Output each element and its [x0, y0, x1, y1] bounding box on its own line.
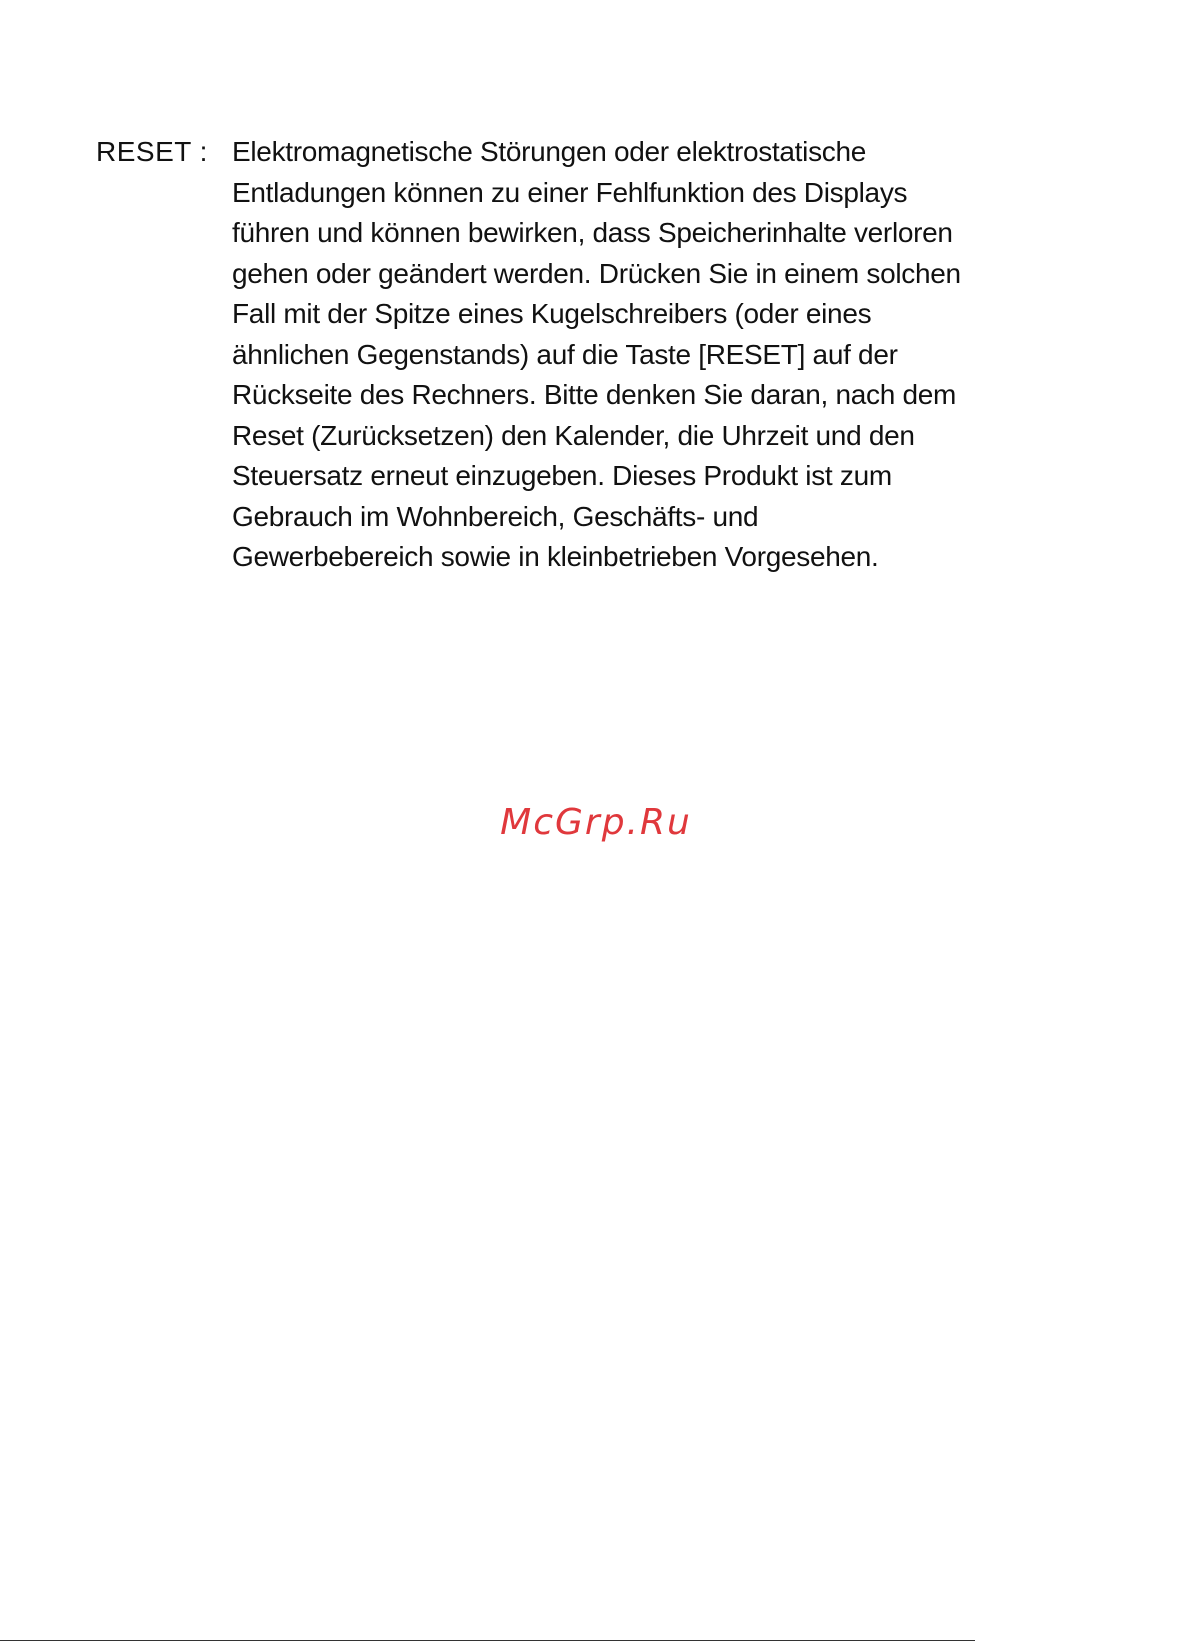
reset-line: Gewerbebereich sowie in kleinbetrieben Vorgesehen.	[232, 541, 879, 572]
reset-line: Gebrauch im Wohnbereich, Geschäfts- und	[232, 500, 759, 532]
reset-description	[232, 132, 1092, 578]
reset-line: Entladungen können zu einer Fehlfunktion des Displays	[232, 176, 908, 208]
reset-line: Reset (Zurücksetzen) den Kalender, die Uhrzeit und den	[232, 419, 915, 451]
reset-line: Fall mit der Spitze eines Kugelschreibers (oder eines	[232, 298, 872, 329]
reset-line: gehen oder geändert werden. Drücken Sie in einem solchen	[232, 257, 961, 289]
reset-line: Steuersatz erneut einzugeben. Dieses Produkt ist zum	[232, 460, 892, 491]
reset-line: ähnlichen Gegenstands) auf die Taste [RESET] auf der	[232, 338, 898, 370]
reset-line: Elektromagnetische Störungen oder elektrostatische	[232, 136, 867, 167]
reset-line: Rückseite des Rechners. Bitte denken Sie daran, nach dem	[232, 379, 957, 410]
page-bottom-divider	[0, 1640, 975, 1641]
reset-label: RESET :	[96, 136, 208, 167]
watermark: McGrp.Ru	[500, 802, 692, 843]
reset-line: führen und können bewirken, dass Speicherinhalte verloren	[232, 217, 953, 248]
